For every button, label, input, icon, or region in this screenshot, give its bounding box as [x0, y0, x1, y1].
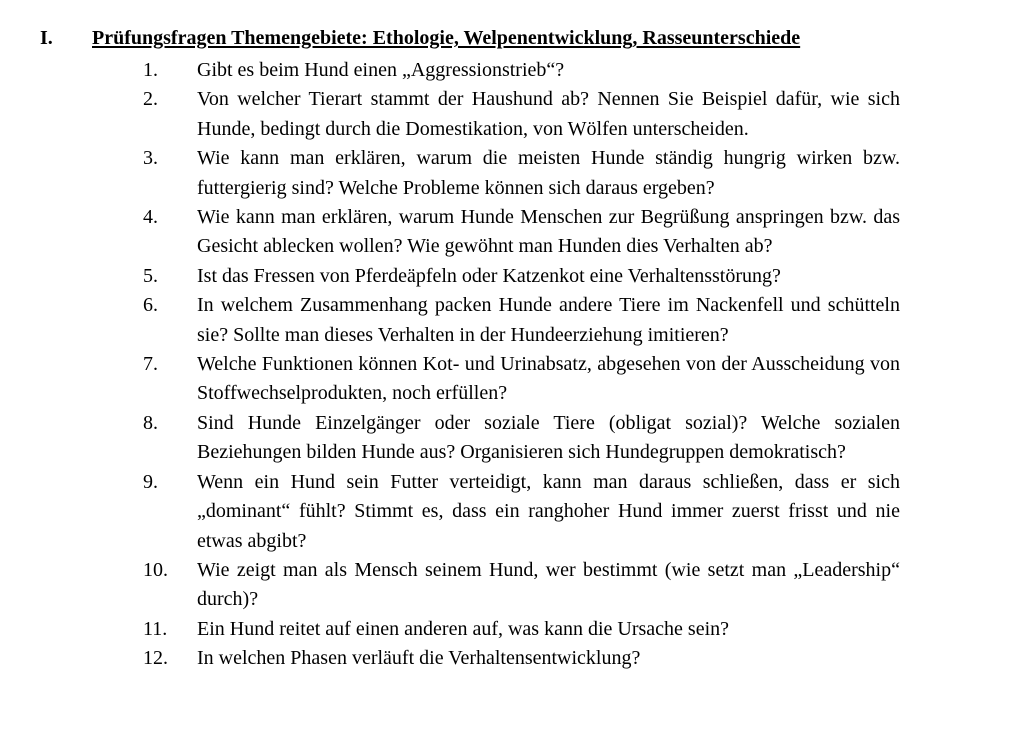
question-item: [0, 291, 1024, 350]
section-number: I.: [40, 27, 53, 49]
question-text: Wie kann man erklären, warum Hunde Menschen zur Begrüßung anspringen bzw. das Gesicht ablecken wollen? Wie gewöhnt man Hunden dies Verhalten ab?: [197, 206, 900, 258]
question-text: Wie zeigt man als Mensch seinem Hund, wer bestimmt (wie setzt man „Leadership“ durch)?: [197, 558, 900, 611]
question-number: 6.: [143, 294, 158, 317]
question-item: [0, 56, 1024, 85]
question-item: [0, 85, 1024, 144]
question-number: 7.: [143, 353, 158, 376]
question-text: Gibt es beim Hund einen „Aggressionstrieb“?: [197, 59, 565, 81]
question-text: Wenn ein Hund sein Futter verteidigt, kann man daraus schließen, dass er sich „dominant“ fühlt? Stimmt es, dass ein ranghoher Hund immer zuerst frisst und nie etwas abgibt?: [197, 470, 900, 552]
section-title: Prüfungsfragen Themengebiete: Ethologie, Welpenentwicklung, Rasseunterschiede: [92, 27, 801, 49]
question-text: In welchem Zusammenhang packen Hunde andere Tiere im Nackenfell und schütteln sie? Sollte man dieses Verhalten in der Hundeerziehung imitieren?: [197, 294, 900, 346]
question-text: Ein Hund reitet auf einen anderen auf, was kann die Ursache sein?: [197, 617, 730, 640]
question-number: 2.: [143, 88, 158, 111]
question-text: Ist das Fressen von Pferdeäpfeln oder Katzenkot eine Verhaltensstörung?: [197, 264, 781, 287]
question-number: 1.: [143, 59, 158, 81]
question-text: Sind Hunde Einzelgänger oder soziale Tiere (obligat sozial)? Welche sozialen Beziehungen bilden Hunde aus? Organisieren sich Hundegruppen demokratisch?: [197, 411, 900, 464]
question-number: 5.: [143, 264, 158, 287]
question-item: [0, 144, 1024, 203]
question-item: [0, 468, 1024, 556]
question-text: Wie kann man erklären, warum die meisten Hunde ständig hungrig wirken bzw. futtergierig sind? Welche Probleme können sich daraus ergeben?: [197, 147, 900, 199]
question-item: [0, 350, 1024, 409]
question-number: 8.: [143, 411, 158, 434]
question-text: Von welcher Tierart stammt der Haushund ab? Nennen Sie Beispiel dafür, wie sich Hunde, bedingt durch die Domestikation, von Wölfen unterscheiden.: [197, 88, 900, 140]
question-number: 9.: [143, 470, 158, 493]
question-item: [0, 644, 1024, 673]
question-item: [0, 409, 1024, 468]
question-number: 11.: [143, 617, 168, 640]
question-number: 4.: [143, 206, 158, 229]
question-item: [0, 203, 1024, 262]
question-text: In welchen Phasen verläuft die Verhaltensentwicklung?: [197, 647, 641, 670]
question-text: Welche Funktionen können Kot- und Urinabsatz, abgesehen von der Ausscheidung von Stoffwechselprodukten, noch erfüllen?: [197, 353, 900, 405]
question-list: [0, 56, 1024, 674]
question-number: 12.: [143, 647, 168, 670]
question-item: [0, 615, 1024, 644]
question-number: 3.: [143, 147, 158, 170]
section-heading: [40, 27, 800, 57]
question-item: [0, 262, 1024, 291]
question-number: 10.: [143, 558, 168, 581]
question-item: [0, 556, 1024, 615]
